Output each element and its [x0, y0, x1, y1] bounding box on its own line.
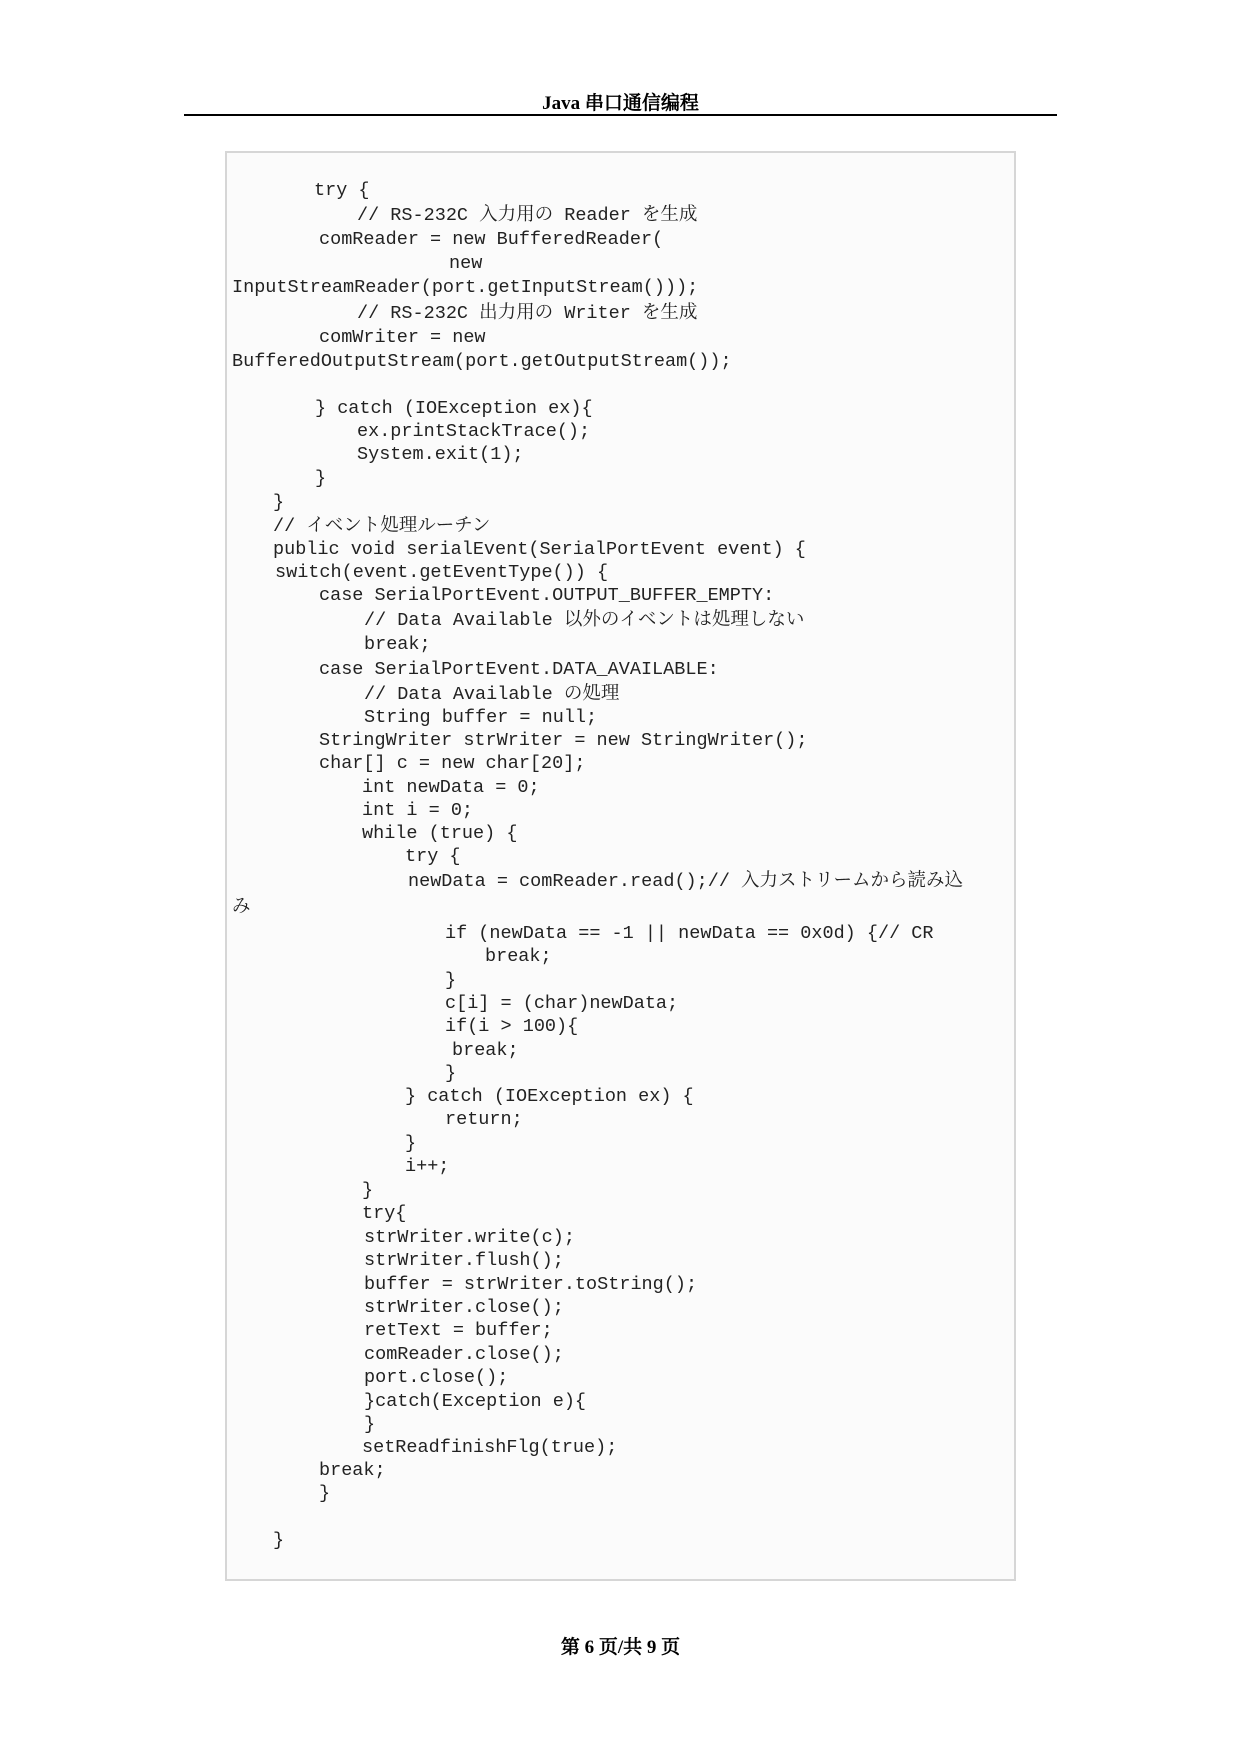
code-line: case SerialPortEvent.DATA_AVAILABLE: — [319, 659, 719, 680]
code-line: buffer = strWriter.toString(); — [364, 1274, 698, 1295]
code-line: try { — [405, 846, 461, 867]
code-line: StringWriter strWriter = new StringWriter(); — [319, 730, 808, 751]
code-line: み — [232, 897, 251, 918]
code-line: } — [405, 1133, 417, 1154]
code-line: comReader.close(); — [364, 1344, 564, 1365]
code-line: return; — [445, 1109, 523, 1130]
code-line: // Data Available 以外のイベントは処理しない — [364, 610, 805, 631]
code-line: setReadfinishFlg(true); — [362, 1437, 618, 1458]
code-line: break; — [485, 946, 552, 967]
code-line: break; — [319, 1460, 386, 1481]
code-line: // RS-232C 出力用の Writer を生成 — [357, 303, 698, 324]
code-line: } — [364, 1414, 376, 1435]
code-line: InputStreamReader(port.getInputStream())); — [232, 277, 699, 298]
code-line: comWriter = new — [319, 327, 486, 348]
code-line: } — [445, 970, 457, 991]
code-line: case SerialPortEvent.OUTPUT_BUFFER_EMPTY: — [319, 585, 775, 606]
code-line: retText = buffer; — [364, 1320, 553, 1341]
code-line: while (true) { — [362, 823, 518, 844]
code-line: strWriter.close(); — [364, 1297, 564, 1318]
document-header-title: Java 串口通信编程 — [542, 93, 699, 114]
header-divider — [184, 114, 1057, 116]
code-line: char[] c = new char[20]; — [319, 753, 586, 774]
code-line: ex.printStackTrace(); — [357, 421, 591, 442]
code-line: } — [273, 1530, 285, 1551]
code-line: } catch (IOException ex) { — [405, 1086, 694, 1107]
code-block — [225, 151, 1016, 1581]
code-line: if (newData == -1 || newData == 0x0d) {// CR — [445, 923, 934, 944]
code-line: System.exit(1); — [357, 444, 524, 465]
code-line: break; — [364, 634, 431, 655]
code-line: BufferedOutputStream(port.getOutputStream()); — [232, 351, 732, 372]
code-line: } — [362, 1180, 374, 1201]
page-number-footer: 第 6 页/共 9 页 — [560, 1637, 681, 1658]
code-line: break; — [452, 1040, 519, 1061]
code-line: } — [445, 1063, 457, 1084]
code-line: // イベント処理ルーチン — [273, 516, 491, 537]
code-line: try { — [314, 180, 370, 201]
code-line: int newData = 0; — [362, 777, 540, 798]
code-line: // RS-232C 入力用の Reader を生成 — [357, 205, 698, 226]
code-line: newData = comReader.read();// 入力ストリームから読み込 — [408, 871, 964, 892]
code-line: new — [449, 253, 483, 274]
code-line: strWriter.flush(); — [364, 1250, 564, 1271]
code-line: try{ — [362, 1203, 407, 1224]
code-line: switch(event.getEventType()) { — [275, 562, 609, 583]
code-line: int i = 0; — [362, 800, 474, 821]
code-line: } — [273, 492, 285, 513]
code-line: port.close(); — [364, 1367, 509, 1388]
code-line: c[i] = (char)newData; — [445, 993, 679, 1014]
code-line: } — [315, 468, 327, 489]
code-line: if(i > 100){ — [445, 1016, 579, 1037]
code-line: public void serialEvent(SerialPortEvent event) { — [273, 539, 806, 560]
code-line: }catch(Exception e){ — [364, 1391, 587, 1412]
code-line: i++; — [405, 1156, 450, 1177]
code-line: strWriter.write(c); — [364, 1227, 575, 1248]
code-line: } catch (IOException ex){ — [315, 398, 593, 419]
code-line: // Data Available の処理 — [364, 684, 620, 705]
code-line: } — [319, 1483, 331, 1504]
code-line: comReader = new BufferedReader( — [319, 229, 664, 250]
code-line: String buffer = null; — [364, 707, 598, 728]
